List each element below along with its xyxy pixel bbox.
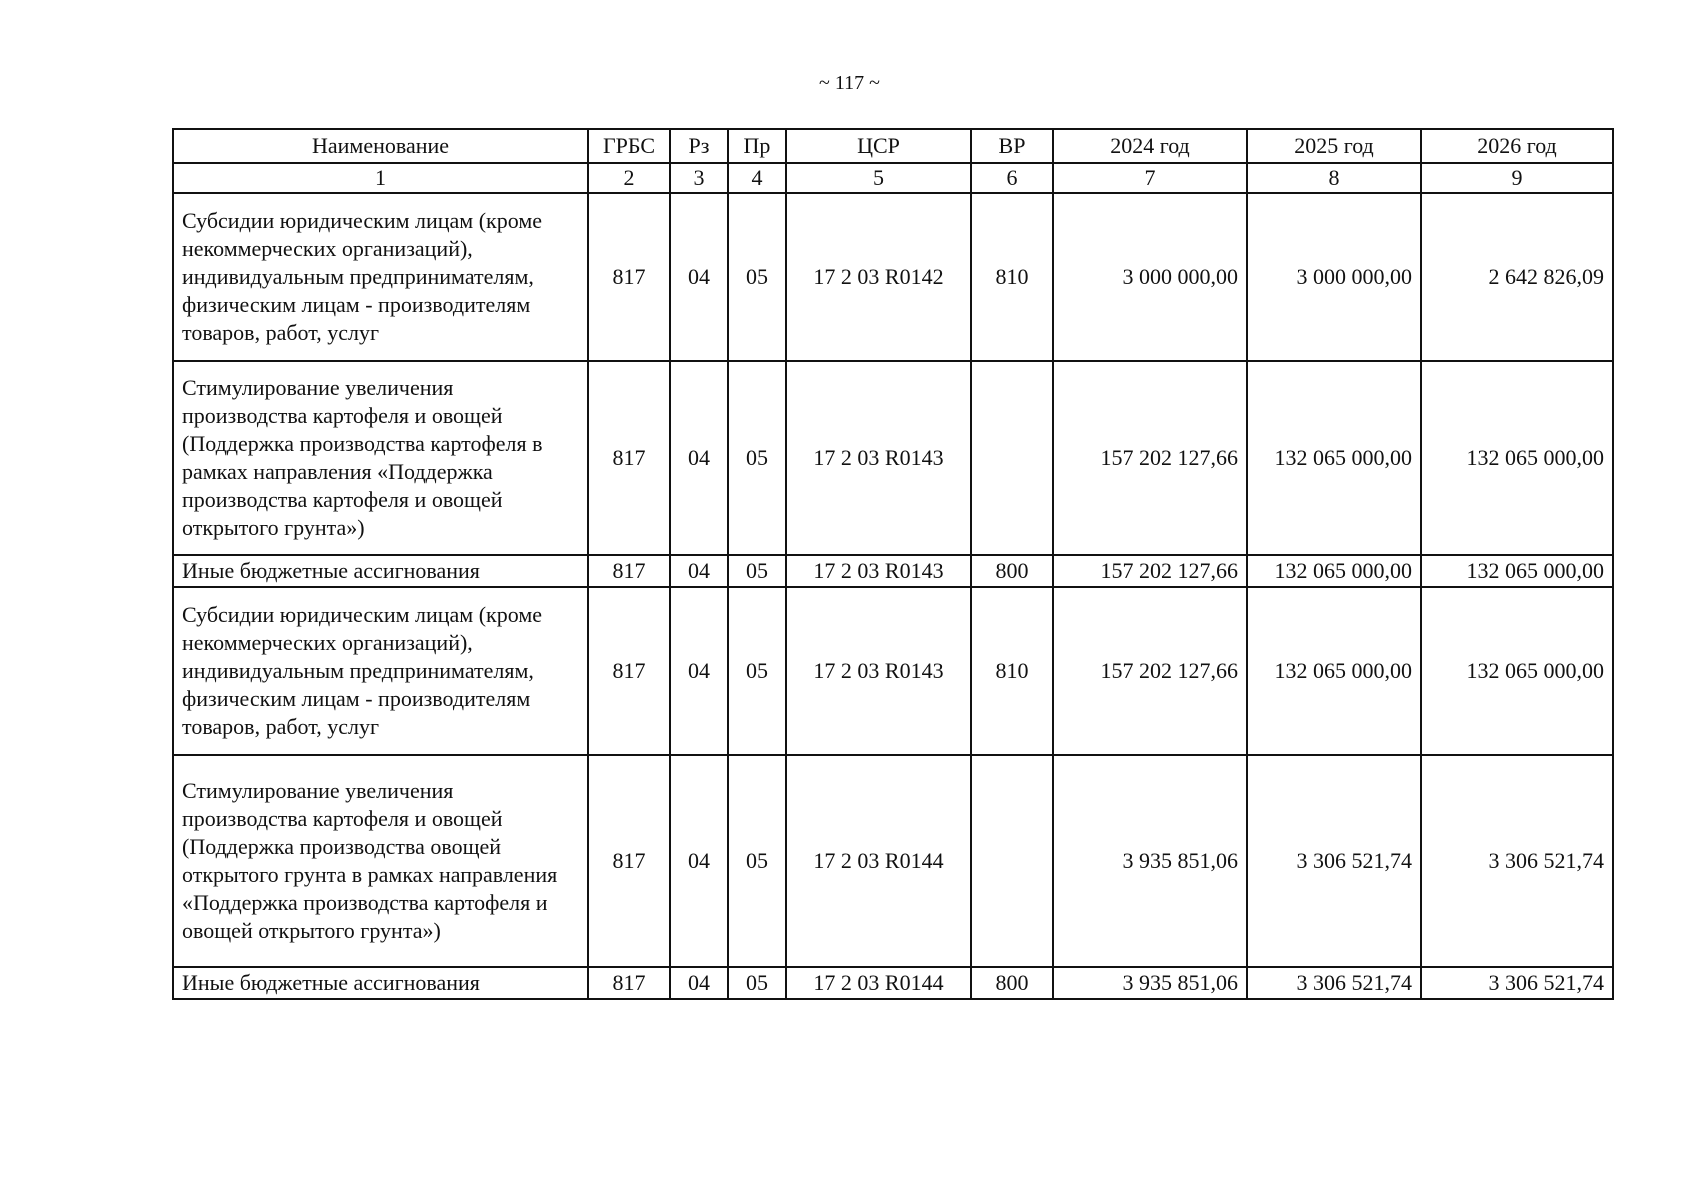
row-csr: 17 2 03 R0142	[786, 193, 971, 361]
header-vr: ВР	[971, 129, 1053, 163]
header-row	[173, 129, 1613, 163]
table-row	[173, 967, 1613, 999]
column-number: 7	[1053, 163, 1247, 193]
column-number-row	[173, 163, 1613, 193]
page-number: ~ 117 ~	[819, 72, 880, 94]
column-number: 8	[1247, 163, 1421, 193]
table-row	[173, 193, 1613, 361]
table-row	[173, 555, 1613, 587]
row-grbs: 817	[588, 193, 670, 361]
row-2024: 157 202 127,66	[1053, 555, 1247, 587]
row-grbs: 817	[588, 755, 670, 967]
row-2026: 132 065 000,00	[1421, 555, 1613, 587]
row-2026: 3 306 521,74	[1421, 967, 1613, 999]
row-rz: 04	[670, 361, 728, 555]
row-vr	[971, 755, 1053, 967]
row-grbs: 817	[588, 555, 670, 587]
row-csr: 17 2 03 R0144	[786, 755, 971, 967]
row-grbs: 817	[588, 587, 670, 755]
row-pr: 05	[728, 967, 786, 999]
table-row	[173, 361, 1613, 555]
row-name: Иные бюджетные ассигнования	[173, 555, 588, 587]
column-number: 5	[786, 163, 971, 193]
row-2025: 132 065 000,00	[1247, 555, 1421, 587]
row-grbs: 817	[588, 361, 670, 555]
row-2024: 3 935 851,06	[1053, 755, 1247, 967]
row-pr: 05	[728, 755, 786, 967]
header-pr: Пр	[728, 129, 786, 163]
row-vr: 810	[971, 193, 1053, 361]
row-name: Стимулирование увеличения производства картофеля и овощей (Поддержка производства картофеля в рамках направления «Поддержка производства картофеля и овощей открытого грунта»)	[173, 361, 588, 555]
row-2026: 132 065 000,00	[1421, 587, 1613, 755]
column-number: 4	[728, 163, 786, 193]
row-2026: 3 306 521,74	[1421, 755, 1613, 967]
column-number: 6	[971, 163, 1053, 193]
row-name: Стимулирование увеличения производства картофеля и овощей (Поддержка производства овощей открытого грунта в рамках направления «Поддержка производства картофеля и овощей открытого грунта»)	[173, 755, 588, 967]
row-2024: 157 202 127,66	[1053, 587, 1247, 755]
row-2026: 132 065 000,00	[1421, 361, 1613, 555]
row-rz: 04	[670, 967, 728, 999]
column-number: 1	[173, 163, 588, 193]
row-csr: 17 2 03 R0143	[786, 555, 971, 587]
row-pr: 05	[728, 587, 786, 755]
row-2025: 132 065 000,00	[1247, 587, 1421, 755]
row-name: Субсидии юридическим лицам (кроме некоммерческих организаций), индивидуальным предпринимателям, физическим лицам - производителям товаров, работ, услуг	[173, 587, 588, 755]
row-csr: 17 2 03 R0143	[786, 587, 971, 755]
row-name: Субсидии юридическим лицам (кроме некоммерческих организаций), индивидуальным предпринимателям, физическим лицам - производителям товаров, работ, услуг	[173, 193, 588, 361]
header-2026: 2026 год	[1421, 129, 1613, 163]
header-name: Наименование	[173, 129, 588, 163]
row-pr: 05	[728, 361, 786, 555]
row-vr: 810	[971, 587, 1053, 755]
row-2024: 3 000 000,00	[1053, 193, 1247, 361]
row-2025: 3 000 000,00	[1247, 193, 1421, 361]
row-vr: 800	[971, 555, 1053, 587]
row-rz: 04	[670, 193, 728, 361]
column-number: 2	[588, 163, 670, 193]
row-rz: 04	[670, 555, 728, 587]
row-2024: 157 202 127,66	[1053, 361, 1247, 555]
row-2024: 3 935 851,06	[1053, 967, 1247, 999]
header-2025: 2025 год	[1247, 129, 1421, 163]
column-number: 9	[1421, 163, 1613, 193]
header-rz: Рз	[670, 129, 728, 163]
row-2025: 3 306 521,74	[1247, 755, 1421, 967]
header-grbs: ГРБС	[588, 129, 670, 163]
row-pr: 05	[728, 193, 786, 361]
row-rz: 04	[670, 587, 728, 755]
row-csr: 17 2 03 R0143	[786, 361, 971, 555]
row-2025: 132 065 000,00	[1247, 361, 1421, 555]
row-rz: 04	[670, 755, 728, 967]
header-csr: ЦСР	[786, 129, 971, 163]
table-row	[173, 755, 1613, 967]
row-vr: 800	[971, 967, 1053, 999]
column-number: 3	[670, 163, 728, 193]
row-2026: 2 642 826,09	[1421, 193, 1613, 361]
row-csr: 17 2 03 R0144	[786, 967, 971, 999]
table-row	[173, 587, 1613, 755]
row-grbs: 817	[588, 967, 670, 999]
row-vr	[971, 361, 1053, 555]
row-name: Иные бюджетные ассигнования	[173, 967, 588, 999]
row-2025: 3 306 521,74	[1247, 967, 1421, 999]
row-pr: 05	[728, 555, 786, 587]
header-2024: 2024 год	[1053, 129, 1247, 163]
budget-table	[172, 128, 1614, 1000]
